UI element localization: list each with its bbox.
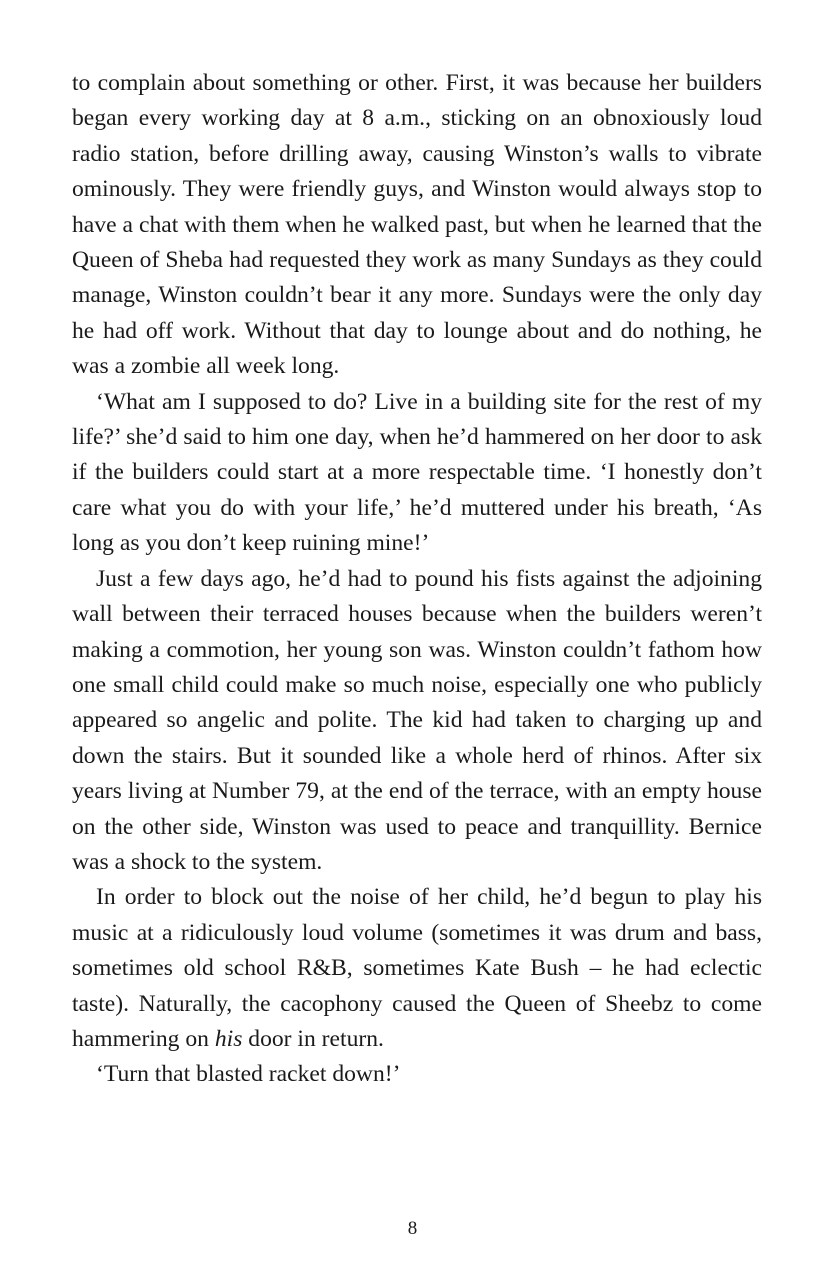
paragraph-text: ‘What am I supposed to do? Live in a building site for the rest of my life?’ she’d said to him one day, when he’d hammered on her door to ask if the builders could start at a more respectable time. ‘I honestly don’t care what you do with your life,’ he’d muttered under his breath, ‘As long as you don’t keep ruining mine!’ — [72, 388, 762, 557]
paragraph-3 — [72, 562, 762, 881]
dialogue-text: ‘Turn that blasted racket down!’ — [96, 1061, 401, 1088]
paragraph-text: Just a few days ago, he’d had to pound his fists against the adjoining wall between their terraced houses because when the builders weren’t making a commotion, her young son was. Winston couldn’t fathom how one small child could make so much noise, especially one who publicly appeared so angelic and polite. The kid had taken to charging up and down the stairs. But it sounded like a whole herd of rhinos. After six years living at Number 79, at the end of the terrace, with an empty house on the other side, Winston was used to peace and tranquillity. Bernice was a shock to the system. — [72, 565, 762, 875]
paragraph-4 — [72, 880, 762, 1057]
page-number: 8 — [407, 1218, 418, 1239]
paragraph-text: door in return. — [242, 1025, 384, 1052]
emphasis-text: his — [214, 1025, 243, 1052]
body-text — [72, 66, 762, 1093]
paragraph-text: In order to block out the noise of her child, he’d begun to play his music at a ridiculously loud volume (sometimes it was drum and bass, sometimes old school R&B, sometimes Kate Bush – he had eclectic taste). Naturally, the cacophony caused the Queen of Sheebz to come hammering on — [72, 884, 762, 1052]
paragraph-5 — [72, 1057, 762, 1092]
paragraph-2 — [72, 385, 762, 562]
paragraph-text: to complain about something or other. First, it was because her builders began every working day at 8 a.m., sticking on an obnoxiously loud radio station, before drilling away, causing Winston’s walls to vibrate ominously. They were friendly guys, and Winston would always stop to have a chat with them when he walked past, but when he learned that the Queen of Sheba had requested they work as many Sundays as they could manage, Winston couldn’t bear it any more. Sundays were the only day he had off work. Without that day to lounge about and do nothing, he was a zombie all week long. — [72, 70, 762, 380]
paragraph-1 — [72, 66, 762, 385]
